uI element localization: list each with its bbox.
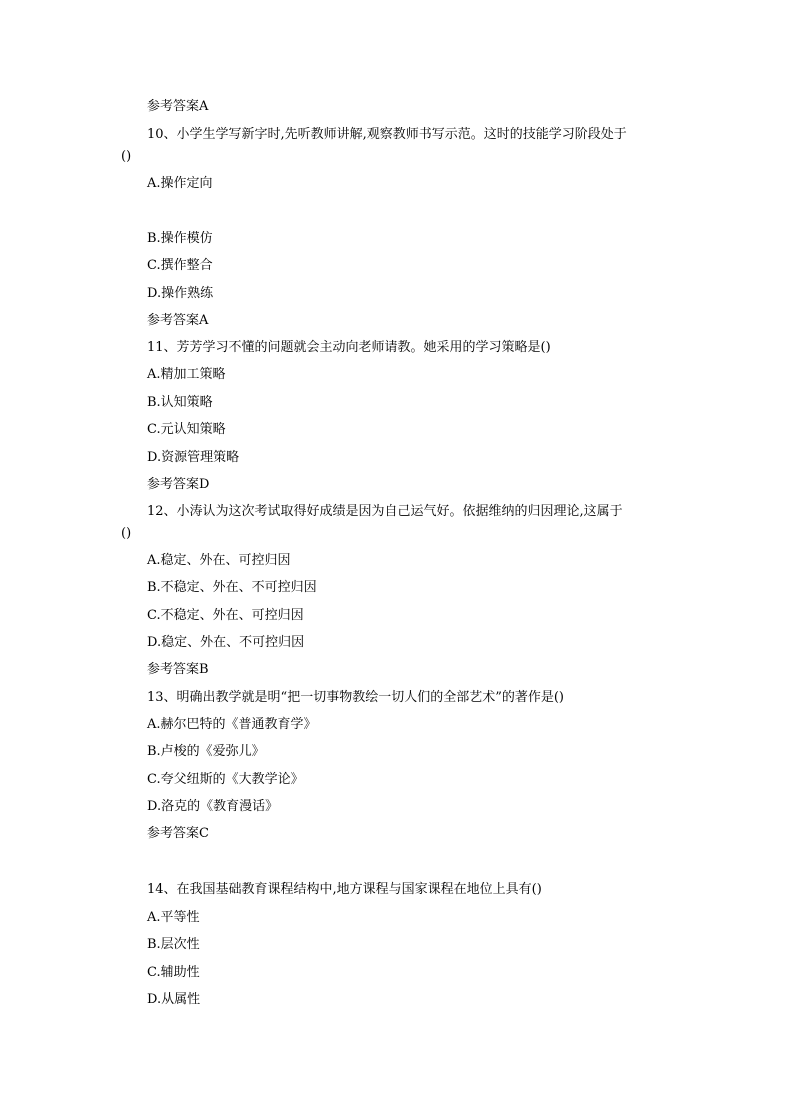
q14-option-c: C.辅助性 [147, 965, 200, 980]
q12-option-d: D.稳定、外在、不可控归因 [147, 635, 305, 650]
q13-option-c: C.夸父纽斯的《大教学论》 [147, 772, 304, 787]
q10-option-d: D.操作熟练 [147, 286, 214, 301]
answer-q11: 参考答案D [147, 477, 210, 492]
answer-q10: 参考答案A [147, 313, 209, 328]
question-10-stem: 10、小学生学写新字时,先听教师讲解,观察教师书写示范。这时的技能学习阶段处于 [147, 127, 627, 142]
question-14-stem: 14、在我国基础教育课程结构中,地方课程与国家课程在地位上具有() [147, 882, 542, 897]
answer-q9: 参考答案A [147, 99, 209, 114]
q14-option-a: A.平等性 [147, 910, 200, 925]
q12-option-b: B.不稳定、外在、不可控归因 [147, 580, 317, 595]
q12-option-a: A.稳定、外在、可控归因 [147, 553, 291, 568]
q14-option-b: B.层次性 [147, 937, 200, 952]
q11-option-d: D.资源管理策略 [147, 450, 240, 465]
q14-option-d: D.从属性 [147, 992, 201, 1007]
question-12-stem: 12、小涛认为这次考试取得好成绩是因为自己运气好。依据维纳的归因理论,这属于 [147, 504, 623, 519]
q11-option-c: C.元认知策略 [147, 422, 226, 437]
answer-q12: 参考答案B [147, 662, 209, 677]
q13-option-b: B.卢梭的《爱弥儿》 [147, 744, 265, 759]
q11-option-a: A.精加工策略 [147, 367, 226, 382]
question-12-stem-cont: () [121, 526, 132, 541]
question-11-stem: 11、芳芳学习不懂的问题就会主动向老师请教。她采用的学习策略是() [147, 340, 551, 355]
question-13-stem: 13、明确出教学就是明“把一切事物教绘一切人们的全部艺术”的著作是() [147, 690, 564, 705]
answer-q13: 参考答案C [147, 826, 209, 841]
question-10-stem-cont: () [121, 149, 132, 164]
q11-option-b: B.认知策略 [147, 395, 213, 410]
q10-option-c: C.撰作整合 [147, 258, 213, 273]
q10-option-a: A.操作定向 [147, 176, 213, 191]
q10-option-b: B.操作模仿 [147, 231, 213, 246]
q13-option-d: D.洛克的《教育漫话》 [147, 799, 279, 814]
q12-option-c: C.不稳定、外在、可控归因 [147, 608, 304, 623]
q13-option-a: A.赫尔巴特的《普通教育学》 [147, 717, 317, 732]
